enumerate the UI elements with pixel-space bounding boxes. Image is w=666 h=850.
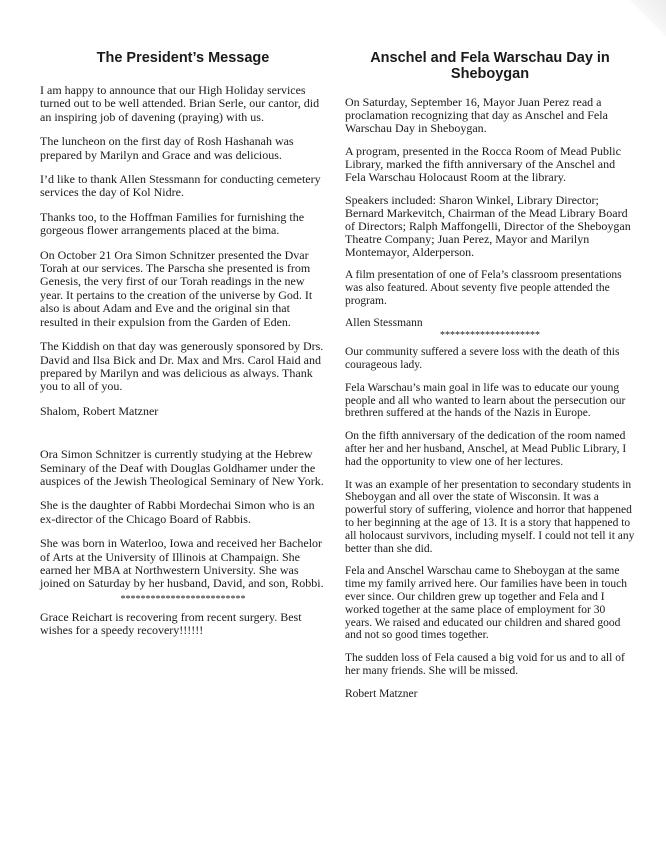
star-divider: ******************** [440,330,540,342]
paragraph: Speakers included: Sharon Winkel, Library Director; Bernard Markevitch, Chairman of the Mead Library Board of Directors; Ralph Maffongelli, Director of the Sheboygan Theatre Company; Juan Perez, Mayor and Marilyn Montemayor, Alderperson. [345,193,631,259]
warschau-day-title: Anschel and Fela Warschau Day in Sheboygan [370,50,610,82]
closing-note: Grace Reichart is recovering from recent surgery. Best wishes for a speedy recovery!!!!!! [40,609,302,638]
tribute-paragraph: The sudden loss of Fela caused a big void for us and to all of her many friends. She will be missed. [345,652,625,677]
page-curl-corner [626,0,666,40]
paragraph: The Kiddish on that day was generously sponsored by Drs. David and Ilsa Bick and Dr. Max and Mrs. Carol Haid and prepared by Marilyn and was delicious as always. Thank you to all of you. [40,339,324,394]
paragraph: The luncheon on the first day of Rosh Hashanah was prepared by Marilyn and Grace and was delicious. [40,134,294,162]
paragraph: On October 21 Ora Simon Schnitzer presented the Dvar Torah at our services. The Parscha she presented is from Genesis, the very first of our Torah readings in the new year. It pertains to the creation of the universe by God. It also is about Adam and Eve and the original sin that resulted in their expulsion from the Garden of Eden. [40,247,313,329]
tribute-paragraph: On the fifth anniversary of the dedication of the room named after her and her husband, Anschel, at Mead Public Library, I had the opportunity to view one of her lectures. [345,430,627,468]
warschau-day-column [345,50,635,701]
tribute-paragraph: It was an example of her presentation to secondary students in Sheboygan and all over the state of Wisconsin. It was a powerful story of suffering, violence and horror that happened to her beginning at the age of 13. It is a story that happened to all holocaust survivors, including myself. I could not tell it any better than she did. [345,478,635,555]
bio-paragraph: She was born in Waterloo, Iowa and received her Bachelor of Arts at the University of Illinois at Champaign. She earned her MBA at Northwestern University. She was joined on Saturday by her husband, David, and son, Robbi. [40,536,324,591]
signature: Shalom, Robert Matzner [40,403,159,418]
bio-paragraph: Ora Simon Schnitzer is currently studying at the Hebrew Seminary of the Deaf with Douglas Goldhamer under the auspices of the Jewish Theological Seminary of New York. [40,447,324,488]
tribute-paragraph: Fela and Anschel Warschau came to Sheboygan at the same time my family arrived here. Our families have been in touch ever since. Our children grew up together and Fela and I worked together at the same place of employment for 30 years. We raised and educated our children and shared good and not so good times together. [345,565,627,642]
paragraph: I’d like to thank Allen Stessmann for conducting cemetery services the day of Kol Nidre. [40,172,321,200]
tribute-paragraph: Our community suffered a severe loss with the death of this courageous lady. [345,346,620,371]
presidents-message-title: The President’s Message [96,50,270,66]
tribute-paragraph: Fela Warschau’s main goal in life was to educate our young people and all who wanted to learn about the persecution our brethren suffered at the hands of the Nazis in Europe. [345,381,626,420]
paragraph: A film presentation of one of Fela’s classroom presentations was also featured. About seventy five people attended the program. [345,269,622,307]
paragraph: I am happy to announce that our High Holiday services turned out to be well attended. Brian Serle, our cantor, did an inspiring job of davening (praying) with us. [40,83,320,124]
presidents-message-column [40,50,326,649]
spacer [40,418,326,448]
paragraph: On Saturday, September 16, Mayor Juan Perez read a proclamation recognizing that day as Anschel and Fela Warschau Day in Sheboygan. [345,95,608,135]
signature: Allen Stessmann [345,317,423,330]
star-divider: ************************* [120,593,246,605]
bio-paragraph: She is the daughter of Rabbi Mordechai Simon who is an ex-director of the Chicago Board of Rabbis. [40,498,315,526]
signature: Robert Matzner [345,687,418,700]
paragraph: Thanks too, to the Hoffman Families for furnishing the gorgeous flower arrangements placed at the bima. [40,209,305,238]
paragraph: A program, presented in the Rocca Room of Mead Public Library, marked the fifth anniversary of the Anschel and Fela Warschau Holocaust Room at the library. [345,144,621,184]
